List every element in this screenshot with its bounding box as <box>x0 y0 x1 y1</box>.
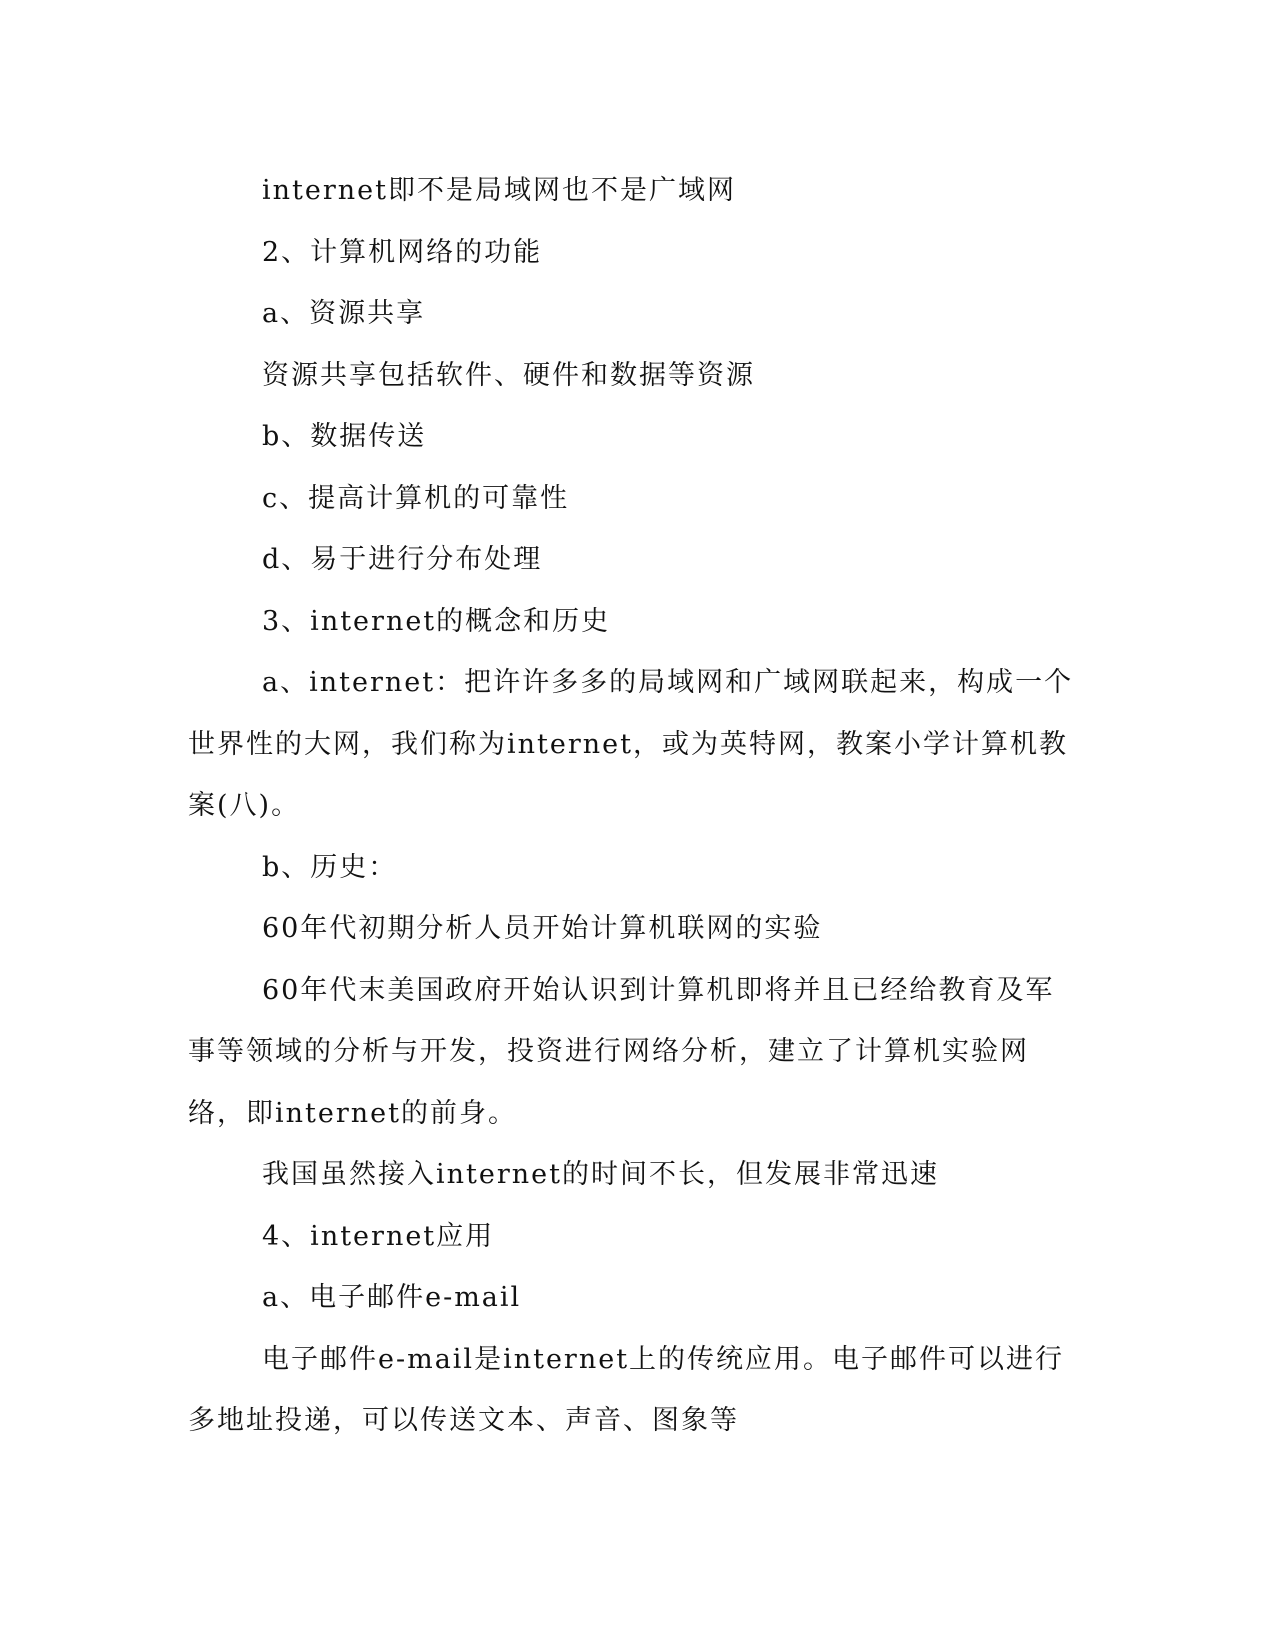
paragraph: 60年代末美国政府开始认识到计算机即将并且已经给教育及军事等领域的分析与开发，投资进行网络分析，建立了计算机实验网络，即internet的前身。 <box>188 974 1055 1129</box>
paragraph: 电子邮件e-mail是internet上的传统应用。电子邮件可以进行多地址投递，可以传送文本、声音、图象等 <box>188 1343 1065 1436</box>
paragraph: 资源共享包括软件、硬件和数据等资源 <box>262 359 755 391</box>
list-item: d、易于进行分布处理 <box>262 544 543 575</box>
list-item: a、资源共享 <box>262 298 426 329</box>
paragraph: a、internet：把许许多多的局域网和广域网联起来，构成一个世界性的大网，我们称为internet，或为英特网，教案小学计算机教案(八)。 <box>188 667 1074 821</box>
paragraph: internet即不是局域网也不是广域网 <box>262 175 736 206</box>
list-item: c、提高计算机的可靠性 <box>262 482 570 514</box>
paragraph: 我国虽然接入internet的时间不长，但发展非常迅速 <box>262 1159 939 1190</box>
paragraph: 60年代初期分析人员开始计算机联网的实验 <box>262 913 823 944</box>
list-item: b、数据传送 <box>262 421 427 452</box>
list-item: b、历史： <box>262 851 398 883</box>
section-heading: 4、internet应用 <box>262 1220 495 1252</box>
section-heading: 3、internet的概念和历史 <box>262 605 611 637</box>
document-body <box>188 160 1078 1452</box>
list-item: a、电子邮件e-mail <box>262 1282 522 1313</box>
section-heading: 2、计算机网络的功能 <box>262 236 543 268</box>
